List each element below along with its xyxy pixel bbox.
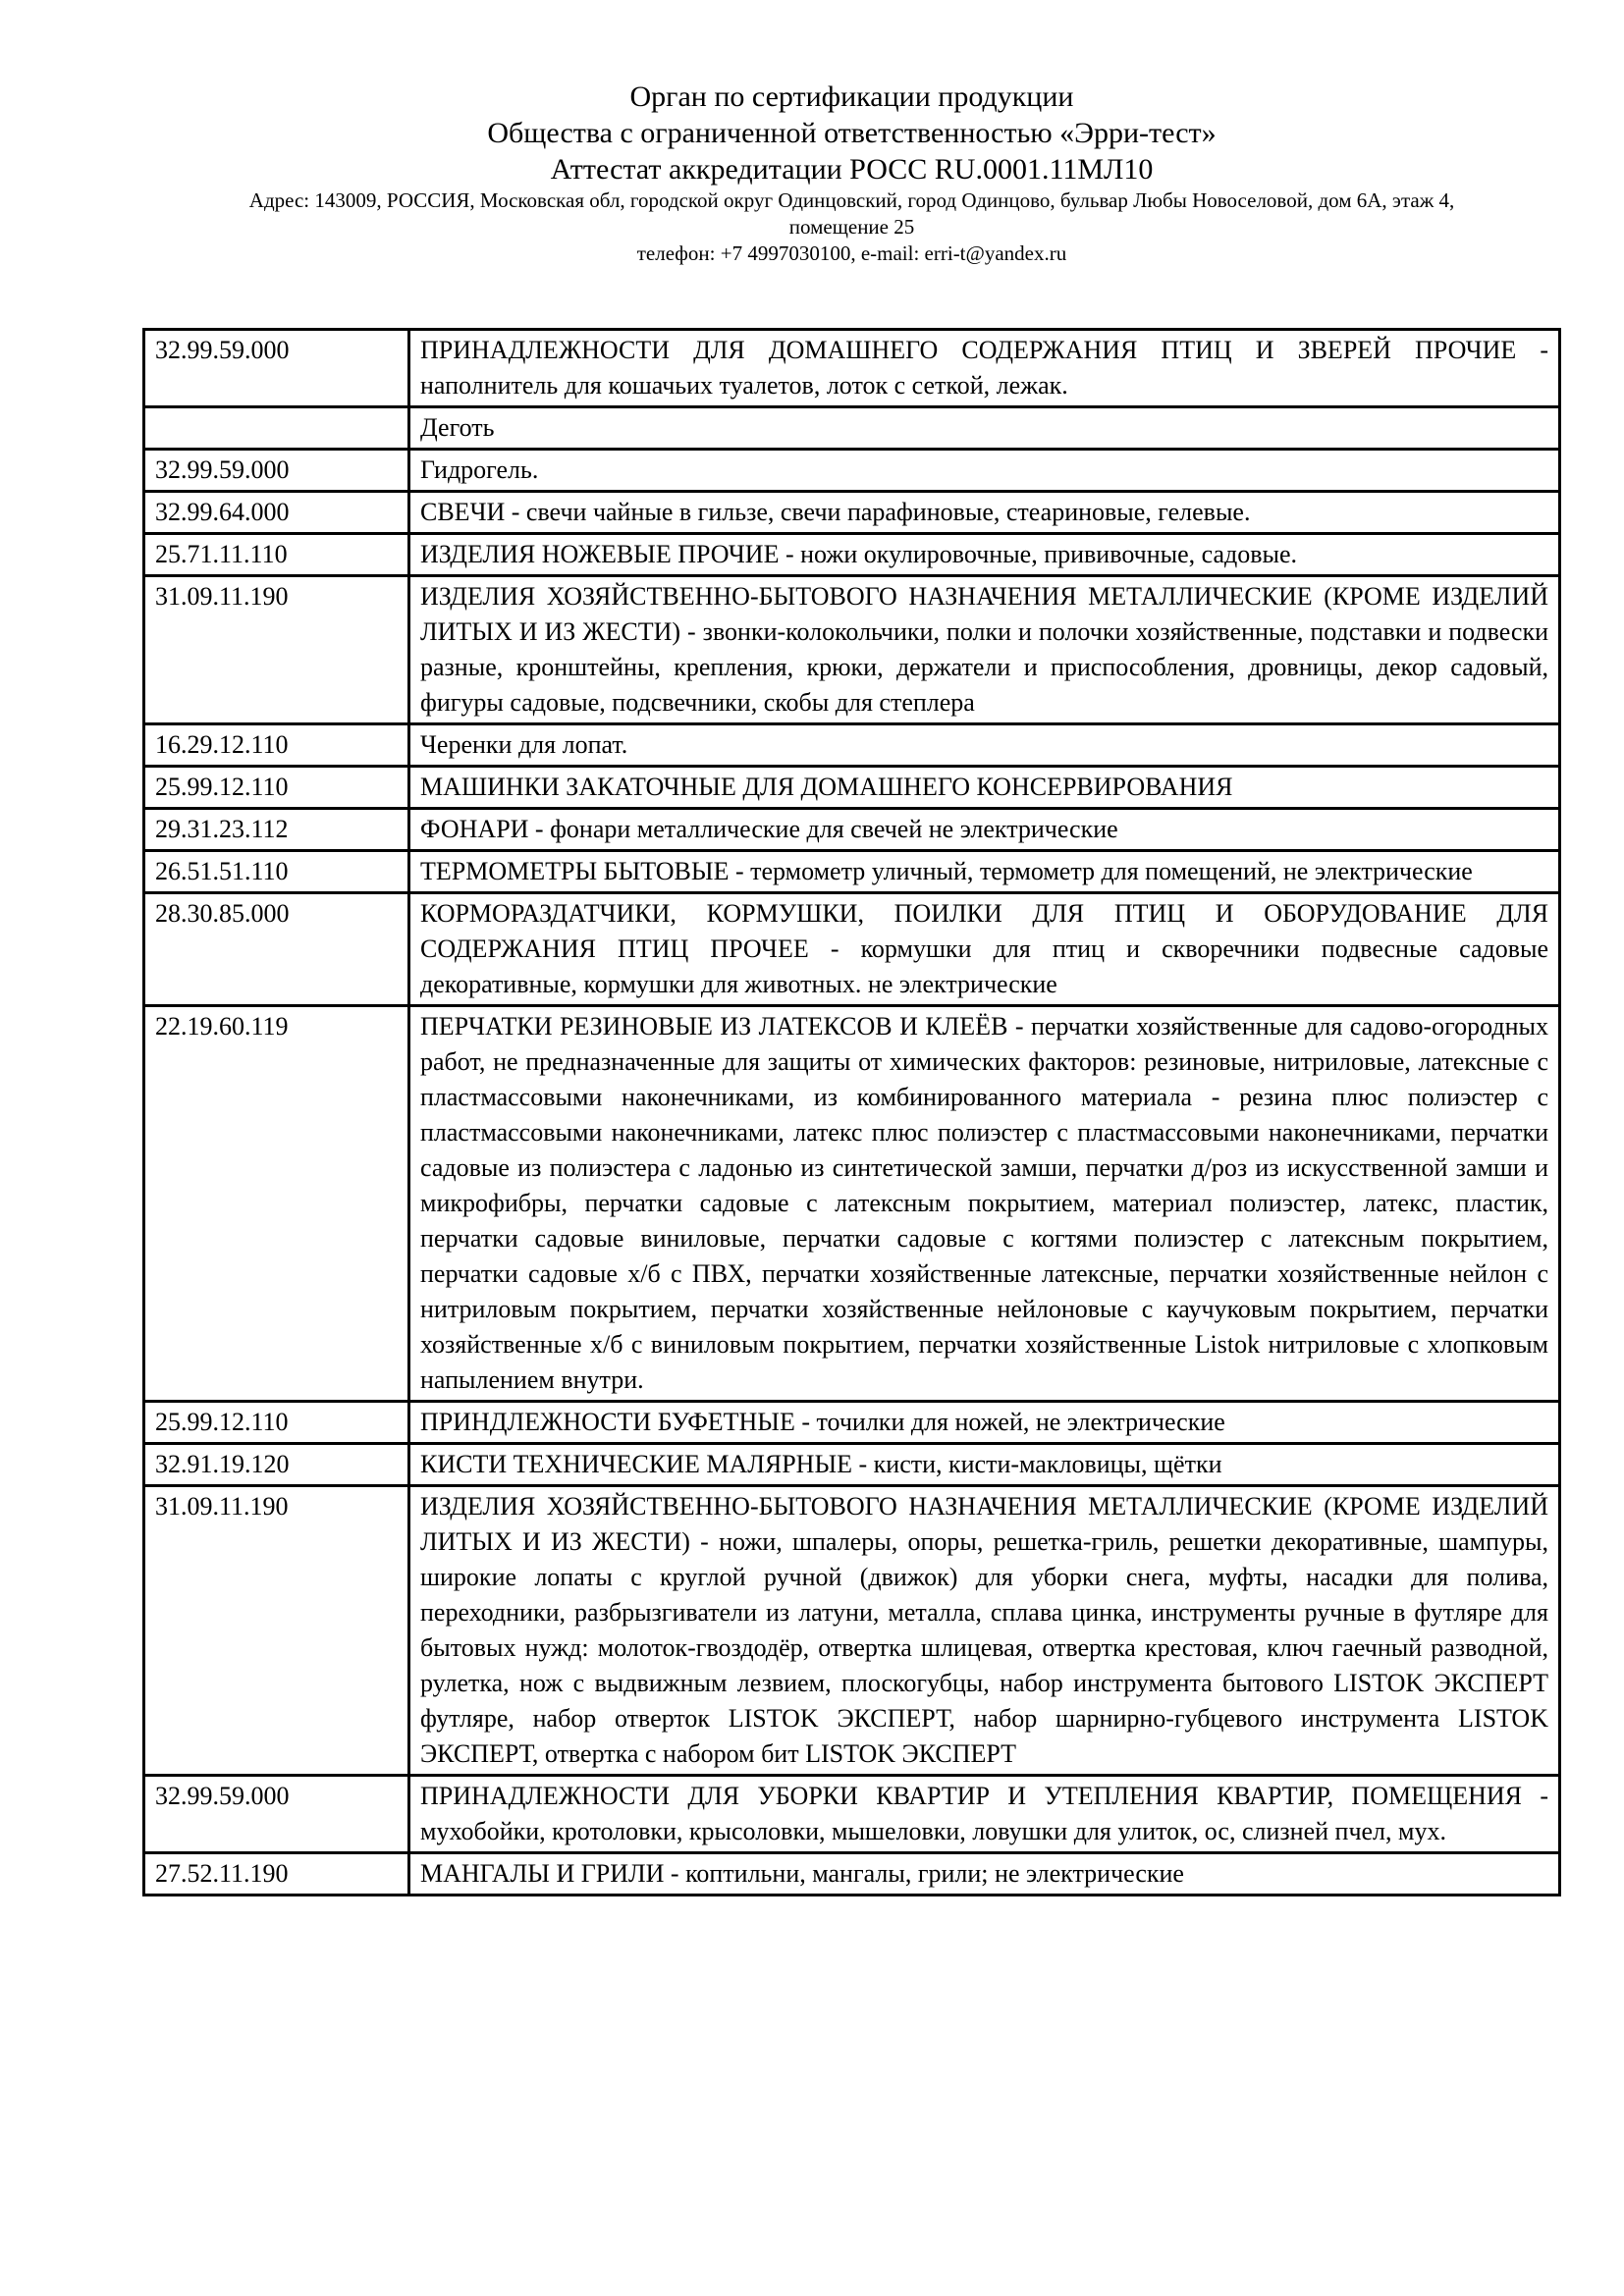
product-description: ФОНАРИ - фонари металлические для свечей не электрические	[409, 809, 1560, 851]
accreditation-line: Аттестат аккредитации РОСС RU.0001.11МЛ10	[550, 153, 1154, 186]
table-row	[144, 809, 1560, 851]
table-row	[144, 330, 1560, 407]
product-description: ПЕРЧАТКИ РЕЗИНОВЫЕ ИЗ ЛАТЕКСОВ И КЛЕЁВ - перчатки хозяйственные для садово-огородных работ, не предназначенные для защиты от химических факторов: резиновые, нитриловые, латексные с пластмассовыми наконечниками, из комбинированного материала - резина плюс полиэстер с пластмассовыми наконечниками, латекс плюс полиэстер с пластмассовыми наконечниками, перчатки садовые из полиэстера с ладонью из синтетической замши, перчатки д/роз из искусственной замши и микрофибры, перчатки садовые с латексным покрытием, материал полиэстер, латекс, пластик, перчатки садовые виниловые, перчатки садовые с когтями полиэстер с латексным покрытием, перчатки садовые х/б с ПВХ, перчатки хозяйственные латексные, перчатки хозяйственные нейлон с нитриловым покрытием, перчатки хозяйственные нейлоновые с каучуковым покрытием, перчатки хозяйственные х/б с виниловым покрытием, перчатки хозяйственные Listok нитриловые с хлопковым напылением внутри.	[409, 1006, 1560, 1402]
product-code: 28.30.85.000	[144, 893, 409, 1006]
product-description: КИСТИ ТЕХНИЧЕСКИЕ МАЛЯРНЫЕ - кисти, кисти-макловицы, щётки	[409, 1444, 1560, 1486]
table-row	[144, 1402, 1560, 1444]
product-code	[144, 407, 409, 450]
product-code: 25.99.12.110	[144, 1402, 409, 1444]
product-description: МАНГАЛЫ И ГРИЛИ - коптильни, мангалы, грили; не электрические	[409, 1853, 1560, 1896]
product-code: 26.51.51.110	[144, 851, 409, 893]
address-line2: помещение 25	[788, 215, 915, 239]
table-row	[144, 450, 1560, 492]
product-description: Черенки для лопат.	[409, 724, 1560, 767]
product-description: Деготь	[409, 407, 1560, 450]
product-code: 32.99.59.000	[144, 450, 409, 492]
product-description: ПРИНАДЛЕЖНОСТИ ДЛЯ ДОМАШНЕГО СОДЕРЖАНИЯ ПТИЦ И ЗВЕРЕЙ ПРОЧИЕ - наполнитель для кошачьих туалетов, лоток с сеткой, лежак.	[409, 330, 1560, 407]
table-row	[144, 534, 1560, 576]
org-title-line2: Общества с ограниченной ответственностью «Эрри-тест»	[487, 117, 1217, 149]
document-page	[142, 0, 1561, 1896]
contact-line: телефон: +7 4997030100, e-mail: erri-t@yandex.ru	[636, 241, 1067, 265]
table-row	[144, 1006, 1560, 1402]
org-title-line1: Орган по сертификации продукции	[629, 80, 1074, 113]
table-row	[144, 893, 1560, 1006]
product-description: СВЕЧИ - свечи чайные в гильзе, свечи парафиновые, стеариновые, гелевые.	[409, 492, 1560, 534]
table-row	[144, 724, 1560, 767]
product-code: 31.09.11.190	[144, 576, 409, 724]
product-code: 32.99.59.000	[144, 1776, 409, 1853]
product-description: МАШИНКИ ЗАКАТОЧНЫЕ ДЛЯ ДОМАШНЕГО КОНСЕРВИРОВАНИЯ	[409, 767, 1560, 809]
product-description: КОРМОРАЗДАТЧИКИ, КОРМУШКИ, ПОИЛКИ ДЛЯ ПТИЦ И ОБОРУДОВАНИЕ ДЛЯ СОДЕРЖАНИЯ ПТИЦ ПРОЧЕЕ - кормушки для птиц и скворечники подвесные садовые декоративные, кормушки для животных. не электрические	[409, 893, 1560, 1006]
product-description: ПРИНАДЛЕЖНОСТИ ДЛЯ УБОРКИ КВАРТИР И УТЕПЛЕНИЯ КВАРТИР, ПОМЕЩЕНИЯ - мухобойки, кротоловки, крысоловки, мышеловки, ловушки для улиток, ос, слизней пчел, мух.	[409, 1776, 1560, 1853]
table-row	[144, 576, 1560, 724]
product-code: 22.19.60.119	[144, 1006, 409, 1402]
product-description: ИЗДЕЛИЯ НОЖЕВЫЕ ПРОЧИЕ - ножи окулировочные, прививочные, садовые.	[409, 534, 1560, 576]
product-description: Гидрогель.	[409, 450, 1560, 492]
product-code: 32.99.64.000	[144, 492, 409, 534]
table-row	[144, 1444, 1560, 1486]
product-code: 32.99.59.000	[144, 330, 409, 407]
product-description: ИЗДЕЛИЯ ХОЗЯЙСТВЕННО-БЫТОВОГО НАЗНАЧЕНИЯ МЕТАЛЛИЧЕСКИЕ (КРОМЕ ИЗДЕЛИЙ ЛИТЫХ И ИЗ ЖЕСТИ) - звонки-колокольчики, полки и полочки хозяйственные, подставки и подвески разные, кронштейны, крепления, крюки, держатели и приспособления, дровницы, декор садовый, фигуры садовые, подсвечники, скобы для степлера	[409, 576, 1560, 724]
product-code: 27.52.11.190	[144, 1853, 409, 1896]
table-row	[144, 407, 1560, 450]
table-row	[144, 1776, 1560, 1853]
table-row	[144, 1853, 1560, 1896]
product-code: 32.91.19.120	[144, 1444, 409, 1486]
table-row	[144, 767, 1560, 809]
address-line1: Адрес: 143009, РОССИЯ, Московская обл, городской округ Одинцовский, город Одинцово, бульвар Любы Новоселовой, дом 6А, этаж 4,	[248, 188, 1455, 212]
product-description: ИЗДЕЛИЯ ХОЗЯЙСТВЕННО-БЫТОВОГО НАЗНАЧЕНИЯ МЕТАЛЛИЧЕСКИЕ (КРОМЕ ИЗДЕЛИЙ ЛИТЫХ И ИЗ ЖЕСТИ) - ножи, шпалеры, опоры, решетка-гриль, решетки декоративные, шампуры, широкие лопаты с круглой ручной (движок) для уборки снега, муфты, насадки для полива, переходники, разбрызгиватели из латуни, металла, сплава цинка, инструменты ручные в футляре для бытовых нужд: молоток-гвоздодёр, отвертка шлицевая, отвертка крестовая, ключ гаечный разводной, рулетка, нож с выдвижным лезвием, плоскогубцы, набор инструмента бытового LISTOK ЭКСПЕРТ футляре, набор отверток LISTOK ЭКСПЕРТ, набор шарнирно-губцевого инструмента LISTOK ЭКСПЕРТ, отвертка с набором бит LISTOK ЭКСПЕРТ	[409, 1486, 1560, 1776]
product-description: ТЕРМОМЕТРЫ БЫТОВЫЕ - термометр уличный, термометр для помещений, не электрические	[409, 851, 1560, 893]
products-table	[142, 328, 1561, 1896]
product-code: 25.71.11.110	[144, 534, 409, 576]
table-row	[144, 492, 1560, 534]
product-code: 29.31.23.112	[144, 809, 409, 851]
product-description: ПРИНДЛЕЖНОСТИ БУФЕТНЫЕ - точилки для ножей, не электрические	[409, 1402, 1560, 1444]
product-code: 25.99.12.110	[144, 767, 409, 809]
table-row	[144, 851, 1560, 893]
product-code: 31.09.11.190	[144, 1486, 409, 1776]
product-code: 16.29.12.110	[144, 724, 409, 767]
document-header	[142, 0, 1561, 267]
table-row	[144, 1486, 1560, 1776]
